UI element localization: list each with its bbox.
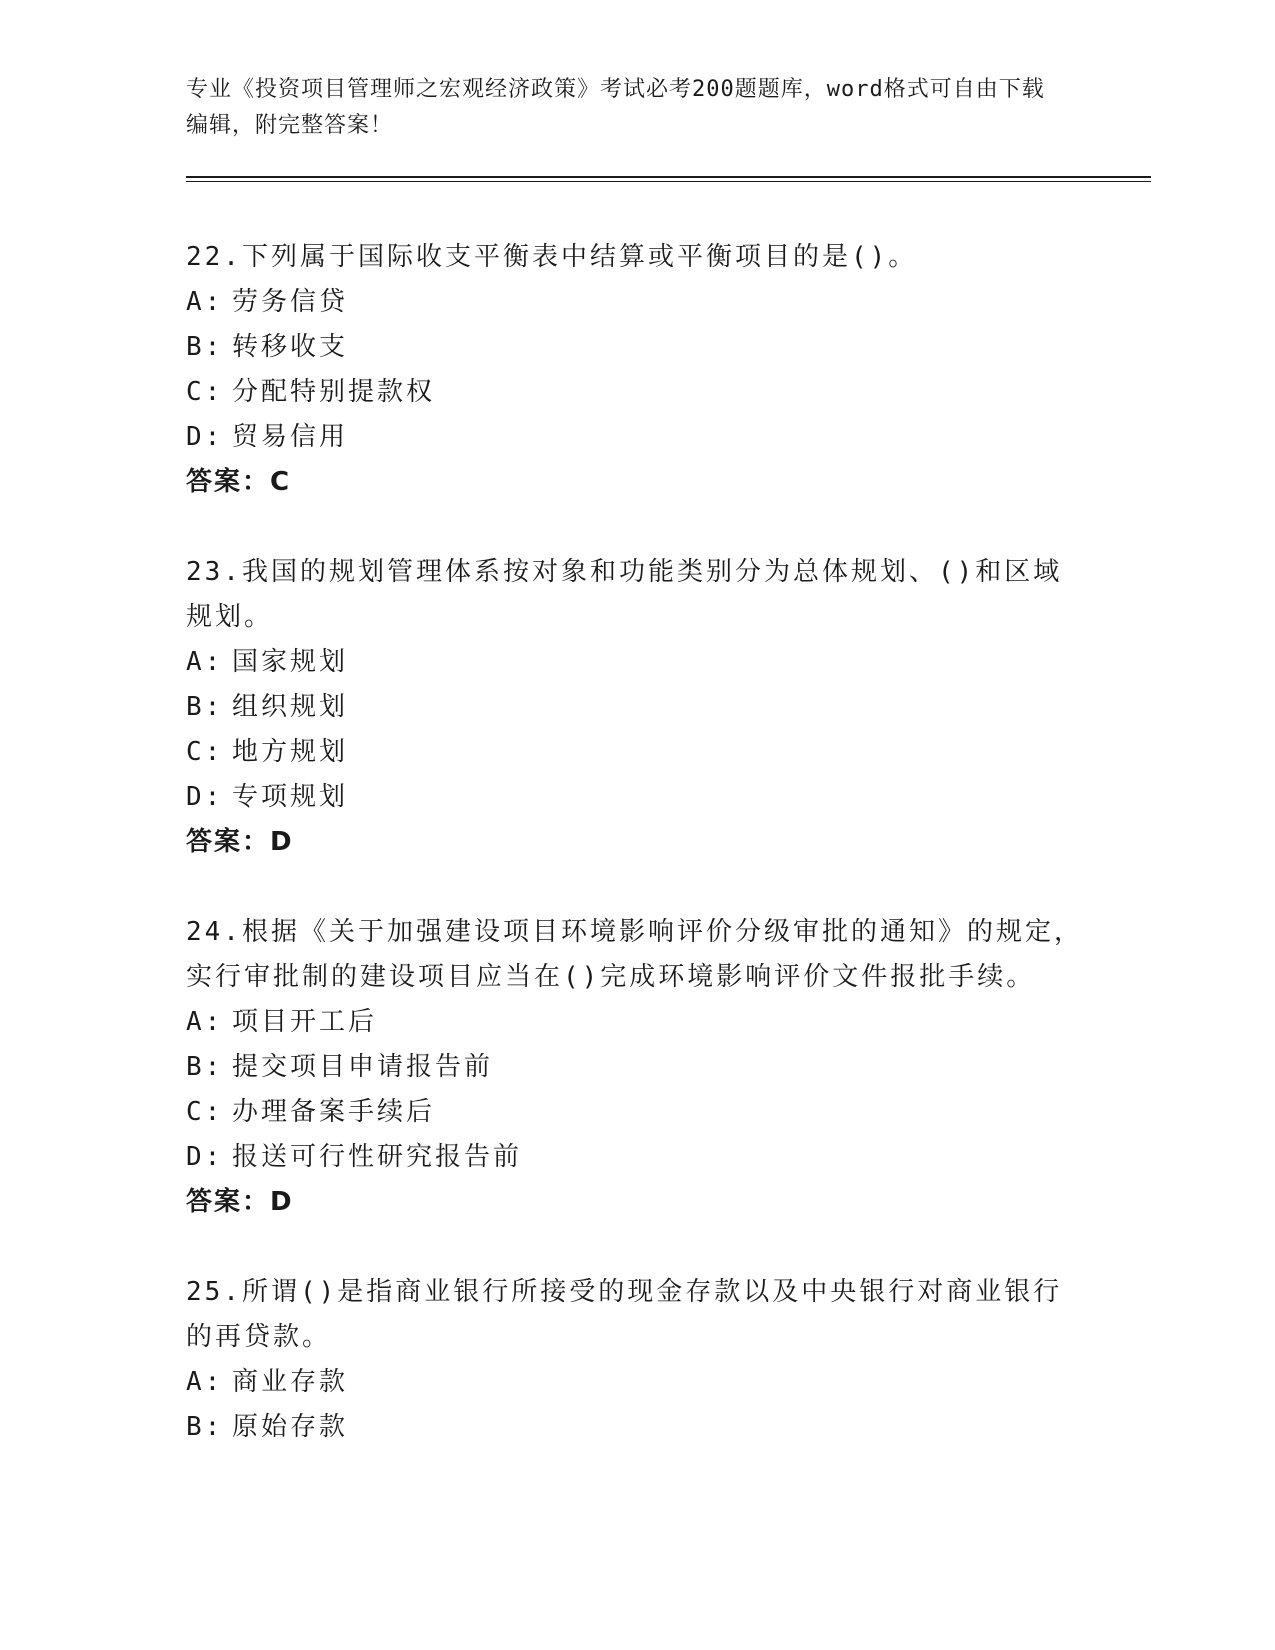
option-letter: B: <box>186 332 224 362</box>
option-b <box>186 1045 1086 1090</box>
option-letter: B: <box>186 692 224 722</box>
option-c <box>186 730 1086 775</box>
option-letter: C: <box>186 377 224 407</box>
option-text: 转移收支 <box>232 332 349 362</box>
option-a <box>186 280 1086 325</box>
option-text: 国家规划 <box>232 647 349 677</box>
option-text: 原始存款 <box>232 1412 349 1442</box>
option-text: 办理备案手续后 <box>232 1097 436 1127</box>
option-letter: D: <box>186 782 224 812</box>
question-24 <box>186 910 1086 1225</box>
option-d <box>186 1135 1086 1180</box>
option-d <box>186 415 1086 460</box>
question-list <box>186 235 1086 1495</box>
option-letter: C: <box>186 737 224 767</box>
option-text: 提交项目申请报告前 <box>232 1052 494 1082</box>
question-25 <box>186 1270 1086 1450</box>
option-text: 商业存款 <box>232 1367 349 1397</box>
option-b <box>186 1405 1086 1450</box>
answer: 答案：D <box>186 827 294 857</box>
option-text: 专项规划 <box>232 782 349 812</box>
option-text: 地方规划 <box>232 737 349 767</box>
question-stem: 25.所谓()是指商业银行所接受的现金存款以及中央银行对商业银行的再贷款。 <box>186 1277 1063 1352</box>
option-letter: A: <box>186 1367 224 1397</box>
option-letter: C: <box>186 1097 224 1127</box>
question-stem: 24.根据《关于加强建设项目环境影响评价分级审批的通知》的规定，实行审批制的建设项目应当在()完成环境影响评价文件报批手续。 <box>186 917 1083 992</box>
option-letter: B: <box>186 1052 224 1082</box>
option-letter: B: <box>186 1412 224 1442</box>
option-a <box>186 640 1086 685</box>
option-d <box>186 775 1086 820</box>
option-b <box>186 325 1086 370</box>
question-22 <box>186 235 1086 505</box>
question-stem: 23.我国的规划管理体系按对象和功能类别分为总体规划、()和区域规划。 <box>186 557 1063 632</box>
option-letter: D: <box>186 422 224 452</box>
option-text: 劳务信贷 <box>232 287 349 317</box>
option-letter: D: <box>186 1142 224 1172</box>
option-text: 项目开工后 <box>232 1007 378 1037</box>
option-text: 报送可行性研究报告前 <box>232 1142 523 1172</box>
question-23 <box>186 550 1086 865</box>
option-text: 组织规划 <box>232 692 349 722</box>
option-letter: A: <box>186 287 224 317</box>
option-a <box>186 1360 1086 1405</box>
question-stem: 22.下列属于国际收支平衡表中结算或平衡项目的是()。 <box>186 242 918 272</box>
header-divider-thin <box>186 181 1151 182</box>
option-letter: A: <box>186 1007 224 1037</box>
header-divider-thick <box>186 176 1151 178</box>
option-a <box>186 1000 1086 1045</box>
answer: 答案：D <box>186 1187 294 1217</box>
option-text: 分配特别提款权 <box>232 377 436 407</box>
option-c <box>186 370 1086 415</box>
document-header: 专业《投资项目管理师之宏观经济政策》考试必考200题题库，word格式可自由下载编辑，附完整答案！ <box>186 77 1045 138</box>
option-letter: A: <box>186 647 224 677</box>
option-c <box>186 1090 1086 1135</box>
option-text: 贸易信用 <box>232 422 349 452</box>
option-b <box>186 685 1086 730</box>
answer: 答案：C <box>186 467 292 497</box>
